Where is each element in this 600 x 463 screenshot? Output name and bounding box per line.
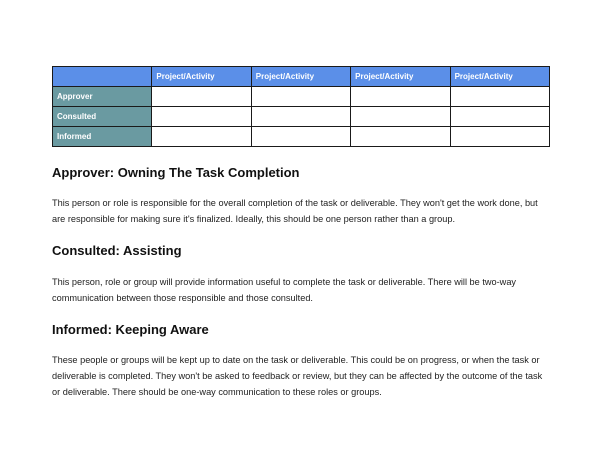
- table-corner-cell: [53, 67, 152, 87]
- table-cell: [152, 127, 251, 147]
- table-cell: [251, 107, 350, 127]
- row-label-consulted: Consulted: [53, 107, 152, 127]
- section-heading-consulted: Consulted: Assisting: [52, 243, 182, 258]
- table-cell: [251, 127, 350, 147]
- table-cell: [450, 107, 549, 127]
- column-header: Project/Activity: [351, 67, 450, 87]
- section-heading-approver: Approver: Owning The Task Completion: [52, 165, 300, 180]
- table-cell: [450, 87, 549, 107]
- table-row: [53, 107, 550, 127]
- table-cell: [351, 87, 450, 107]
- section-body-consulted: This person, role or group will provide information useful to complete the task or deliverable. There will be two-way communication between those responsible and those consulted.: [52, 277, 517, 303]
- table-cell: [152, 87, 251, 107]
- table-cell: [450, 127, 549, 147]
- table-cell: [251, 87, 350, 107]
- raci-table: [52, 66, 550, 147]
- column-header: Project/Activity: [251, 67, 350, 87]
- table-cell: [351, 127, 450, 147]
- table-cell: [351, 107, 450, 127]
- table-row: [53, 87, 550, 107]
- column-header: Project/Activity: [450, 67, 549, 87]
- row-label-approver: Approver: [53, 87, 152, 107]
- section-heading-informed: Informed: Keeping Aware: [52, 322, 209, 337]
- section-body-informed: These people or groups will be kept up to date on the task or deliverable. This could be on progress, or when the task or deliverable is completed. They won't be asked to feedback or review, but they can be affected by the outcome of the task or deliverable. There should be one-way communication to these roles or groups.: [52, 355, 543, 397]
- section-body-approver: This person or role is responsible for the overall completion of the task or deliverable. They won't get the work done, but are responsible for making sure it's finalized. Ideally, this should be one person rather than a group.: [52, 198, 538, 224]
- table-cell: [152, 107, 251, 127]
- table-row: [53, 127, 550, 147]
- column-header: Project/Activity: [152, 67, 251, 87]
- table-header-row: [53, 67, 550, 87]
- row-label-informed: Informed: [53, 127, 152, 147]
